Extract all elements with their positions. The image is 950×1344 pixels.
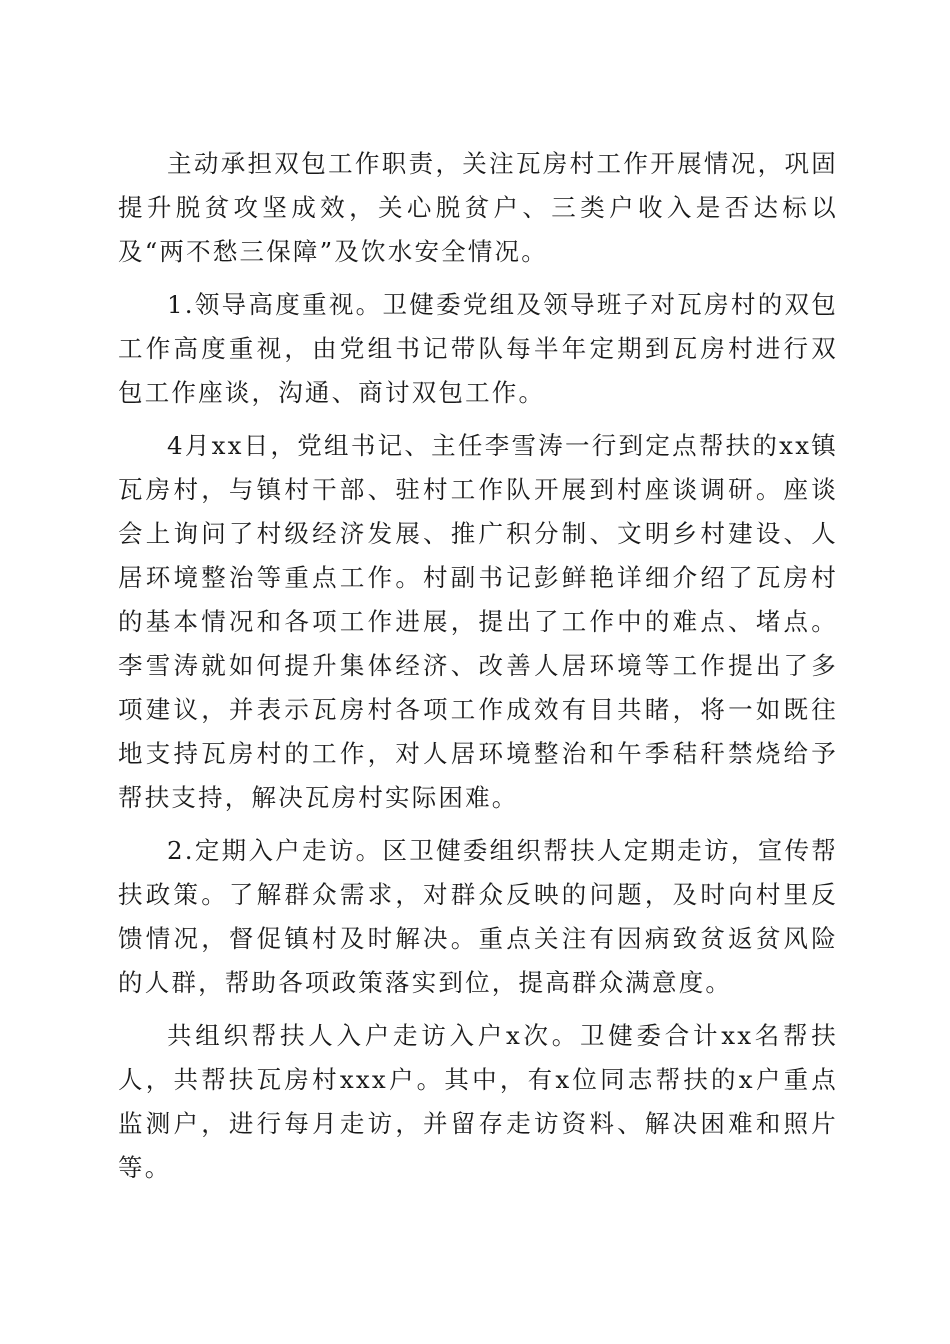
document-body <box>118 142 838 1199</box>
paragraph-visit-statistics: 共组织帮扶人入户走访入户x次。卫健委合计xx名帮扶人，共帮扶瓦房村xxx户。其中，有x位同志帮扶的x户重点监测户，进行每月走访，并留存走访资料、解决困难和照片等。 <box>118 1021 838 1182</box>
paragraph-visit-report: 4月xx日，党组书记、主任李雪涛一行到定点帮扶的xx镇瓦房村，与镇村干部、驻村工作队开展到村座谈调研。座谈会上询问了村级经济发展、推广积分制、文明乡村建设、人居环境整治等重点工作。村副书记彭鲜艳详细介绍了瓦房村的基本情况和各项工作进展，提出了工作中的难点、堵点。李雪涛就如何提升集体经济、改善人居环境等工作提出了多项建议，并表示瓦房村各项工作成效有目共睹，将一如既往地支持瓦房村的工作，对人居环境整治和午季秸秆禁烧给予帮扶支持，解决瓦房村实际困难。 <box>118 431 838 812</box>
paragraph-intro: 主动承担双包工作职责，关注瓦房村工作开展情况，巩固提升脱贫攻坚成效，关心脱贫户、三类户收入是否达标以及“两不愁三保障”及饮水安全情况。 <box>118 149 838 266</box>
paragraph-household-visits: 2.定期入户走访。区卫健委组织帮扶人定期走访，宣传帮扶政策。了解群众需求，对群众反映的问题，及时向村里反馈情况，督促镇村及时解决。重点关注有因病致贫返贫风险的人群，帮助各项政策落实到位，提高群众满意度。 <box>118 836 838 997</box>
paragraph-leadership: 1.领导高度重视。卫健委党组及领导班子对瓦房村的双包工作高度重视，由党组书记带队每半年定期到瓦房村进行双包工作座谈，沟通、商讨双包工作。 <box>118 290 838 407</box>
